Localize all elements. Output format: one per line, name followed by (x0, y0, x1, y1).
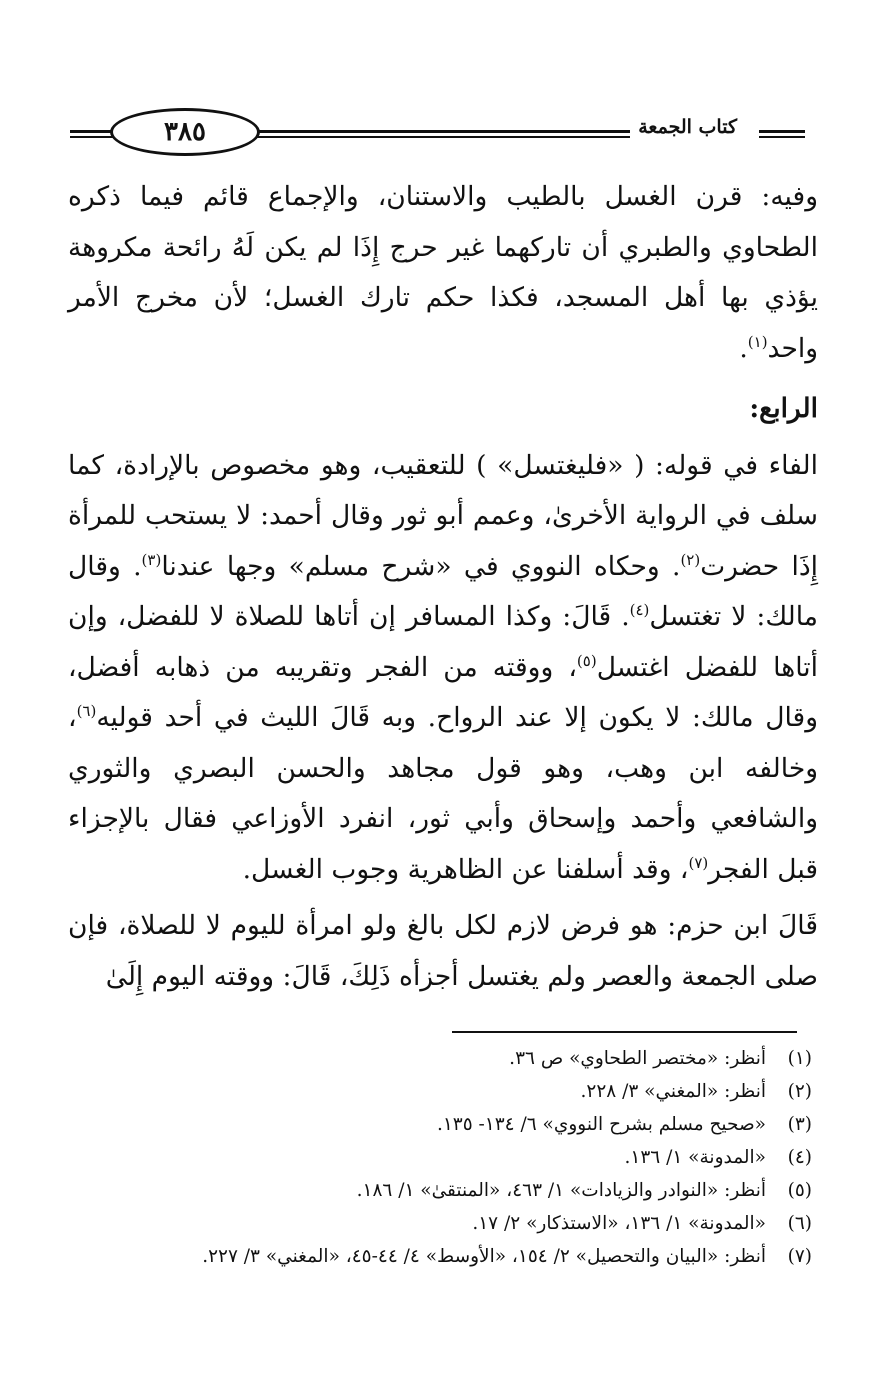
footnote-ref: (٥) (576, 651, 597, 670)
footnote-ref: (٢) (680, 550, 701, 569)
footnote-item (60, 1108, 812, 1141)
footnote-text: «المدونة» ١/ ١٣٦، «الاستذكار» ٢/ ١٧. (472, 1213, 766, 1234)
paragraph-2-text: ، وقد أسلفنا عن الظاهرية وجوب الغسل. (242, 853, 689, 885)
footnote-text: أنظر: «المغني» ٣/ ٢٢٨. (580, 1081, 766, 1102)
section-heading: الرابع: (749, 393, 818, 424)
paragraph-2-text: الفاء في قوله: ( «فليغتسل» ) للتعقيب، وهو مخصوص بالإرادة، كما سلف في الرواية الأخرىٰ، وعمم أبو ثور وقال أحمد: لا يستحب للمرأة إِذَا حضرت (68, 449, 818, 582)
footnotes (60, 1042, 812, 1273)
footnote-text: أنظر: «البيان والتحصيل» ٢/ ١٥٤، «الأوسط» ٤/ ٤٤-٤٥، «المغني» ٣/ ٢٢٧. (202, 1246, 766, 1267)
paragraph-2-text: . وحكاه النووي في «شرح مسلم» وجها عندنا (161, 550, 681, 582)
header-rule-end (759, 130, 805, 133)
main-text (68, 172, 818, 1002)
paragraph-2-text: . وقال مالك: لا تغتسل (68, 550, 818, 632)
footnote-separator (452, 1031, 797, 1033)
footnote-item (60, 1207, 812, 1240)
footnote-ref: (٣) (141, 550, 162, 569)
footnote-item (60, 1042, 812, 1075)
footnote-ref: (٤) (629, 601, 650, 620)
footnote-ref: (٦) (76, 702, 97, 721)
paragraph-2-text: ، وخالفه ابن وهب، وهو قول مجاهد والحسن البصري والثوري والشافعي وأحمد وإسحاق وأبي ثور، انفرد الأوزاعي فقال بالإجزاء قبل الفجر (68, 702, 818, 885)
paragraph-1-end: . (739, 332, 748, 364)
page-number-text: ٣٨٥ (164, 117, 206, 147)
footnote-number: (٤) (787, 1147, 812, 1168)
paragraph-3: قَالَ ابن حزم: هو فرض لازم لكل بالغ ولو امرأة لليوم لا للصلاة، فإن صلى الجمعة والعصر ولم يغتسل أجزأه ذَلِكَ، قَالَ: ووقته اليوم إِلَىٰ (68, 910, 818, 992)
header-rule-end-thin (759, 136, 805, 138)
footnote-number: (٧) (787, 1246, 812, 1267)
paragraph-2-text: . قَالَ: وكذا المسافر إن أتاها للصلاة لا للفضل، وإن أتاها للفضل اغتسل (68, 601, 819, 683)
footnote-ref: (١) (747, 332, 768, 351)
footnote-number: (٣) (787, 1114, 812, 1135)
footnote-number: (٦) (787, 1213, 812, 1234)
footnote-ref: (٧) (688, 853, 709, 872)
page-header (70, 104, 805, 160)
footnote-item (60, 1240, 812, 1273)
paragraph-2-text: ، ووقته من الفجر وتقريبه من ذهابه أفضل، وقال مالك: لا يكون إلا عند الرواح. وبه قَالَ الليث في أحد قوليه (68, 651, 818, 733)
running-title: كتاب الجمعة (630, 116, 745, 138)
footnote-item (60, 1141, 812, 1174)
footnote-number: (١) (787, 1048, 812, 1069)
page-number (110, 108, 260, 156)
footnote-text: أنظر: «مختصر الطحاوي» ص ٣٦. (509, 1048, 766, 1069)
paragraph-2 (68, 441, 818, 896)
footnote-text: أنظر: «النوادر والزيادات» ١/ ٤٦٣، «المنتقىٰ» ١/ ١٨٦. (356, 1180, 766, 1201)
footnote-text: «صحيح مسلم بشرح النووي» ٦/ ١٣٤- ١٣٥. (436, 1114, 766, 1135)
footnote-number: (٥) (787, 1180, 812, 1201)
paragraph-1-text: وفيه: قرن الغسل بالطيب والاستنان، والإجماع قائم فيما ذكره الطحاوي والطبري أن تاركهما غير حرج إِذَا لم يكن لَهُ رائحة مكروهة يؤذي بها أهل المسجد، فكذا حكم تارك الغسل؛ لأن مخرج الأمر واحد (68, 181, 818, 364)
footnote-text: «المدونة» ١/ ١٣٦. (624, 1147, 766, 1168)
footnote-number: (٢) (787, 1081, 812, 1102)
paragraph-1 (68, 172, 818, 374)
footnote-item (60, 1174, 812, 1207)
footnote-item (60, 1075, 812, 1108)
